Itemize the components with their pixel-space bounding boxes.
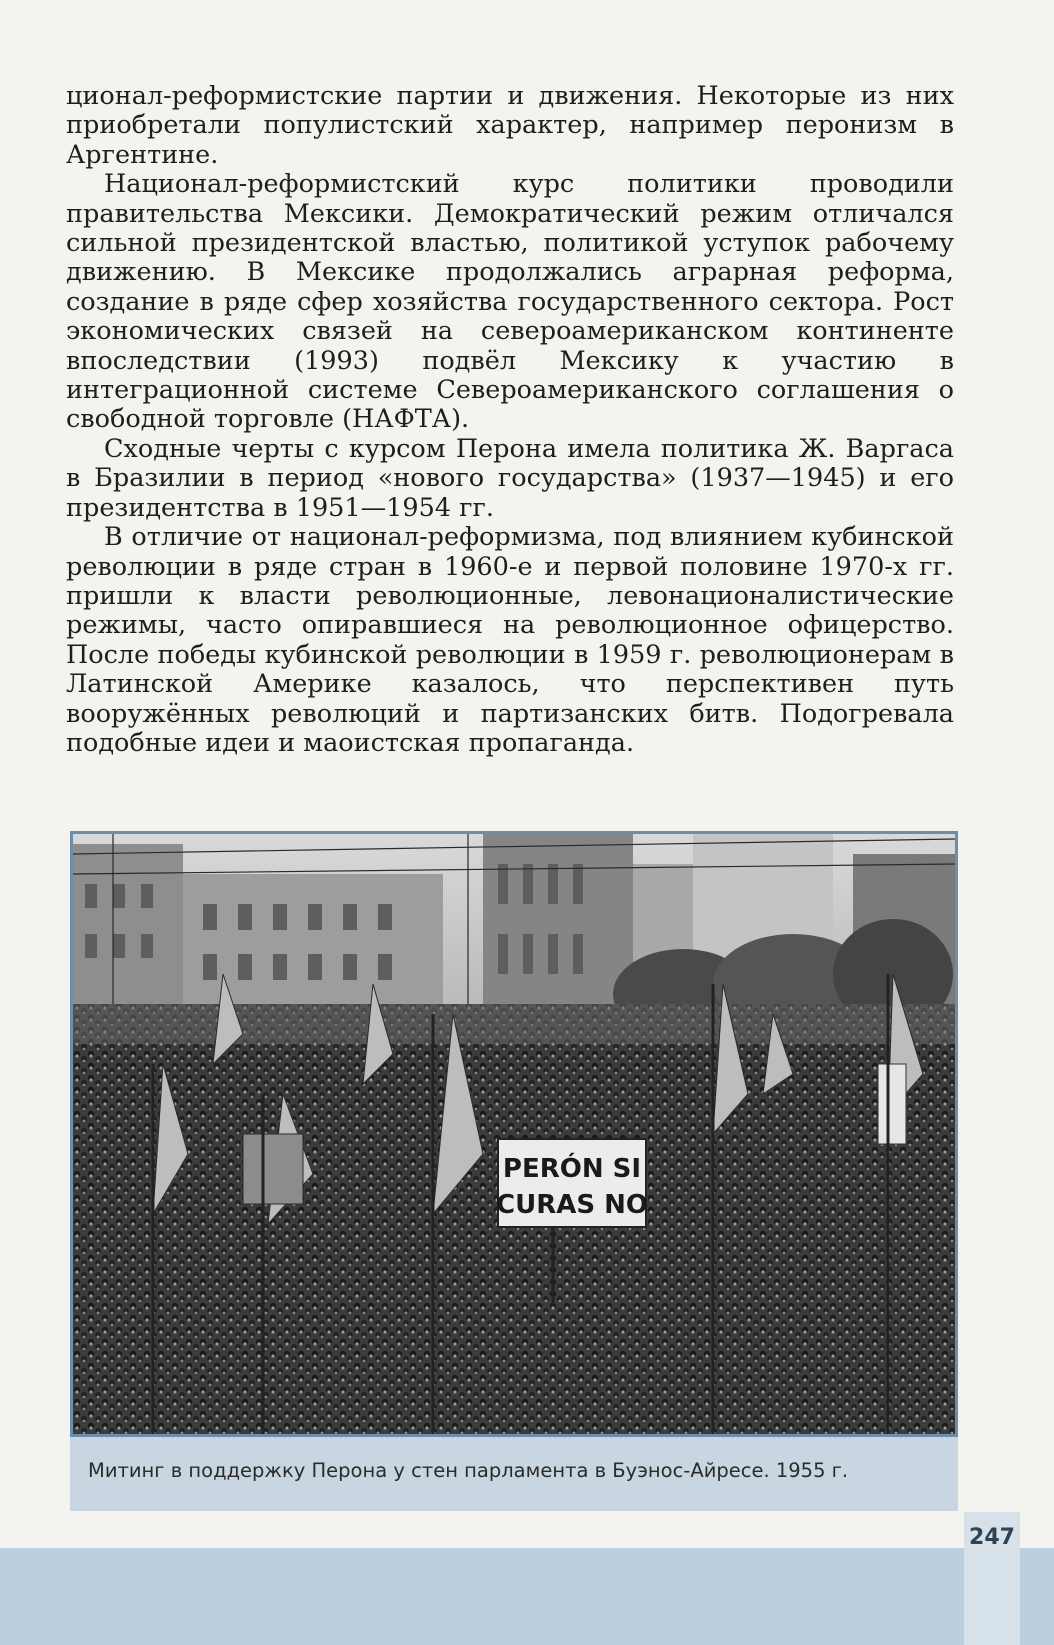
- rally-sign-line-2: CURAS NO: [496, 1190, 648, 1220]
- page-number-tab: [964, 1512, 1020, 1645]
- paragraph-4: В отличие от национал-реформизма, под влиянием кубинской революции в ряде стран в 1960-е и первой половине 1970-х гг. пришли к власти революционные, левонационалистические режимы, часто опиравшиеся на революционное офицерство. После победы кубинской революции в 1959 г. революционерам в Латинской Америке казалось, что перспективен путь вооружённых революций и партизанских битв. Подогревала подобные идеи и маоистская пропаганда.: [66, 522, 954, 758]
- rally-photo: [70, 831, 958, 1437]
- photo-caption-band: [70, 1437, 958, 1511]
- page-number: 247: [969, 1525, 1015, 1550]
- body-text: [66, 82, 954, 758]
- rally-sign-line-1: PERÓN SI: [502, 1154, 642, 1184]
- paragraph-1: ционал-реформистские партии и движения. Некоторые из них приобретали популистский характер, например перонизм в Аргентине.: [66, 81, 954, 170]
- paragraph-2: Национал-реформистский курс политики проводили правительства Мексики. Демократический режим отличался сильной президентской властью, политикой уступок рабочему движению. В Мексике продолжались аграрная реформа, создание в ряде сфер хозяйства государственного сектора. Рост экономических связей на североамериканском континенте впоследствии (1993) подвёл Мексику к участию в интеграционной системе Североамериканского соглашения о свободной торговле (НАФТА).: [66, 169, 954, 435]
- page-footer-band: [0, 1548, 1054, 1645]
- rally-photo-image: [73, 834, 955, 1434]
- photo-caption: Митинг в поддержку Перона у стен парламента в Буэнос-Айресе. 1955 г.: [88, 1459, 849, 1482]
- paragraph-3: Сходные черты с курсом Перона имела политика Ж. Варгаса в Бразилии в период «нового государства» (1937—1945) и его президентства в 1951—1954 гг.: [66, 433, 954, 523]
